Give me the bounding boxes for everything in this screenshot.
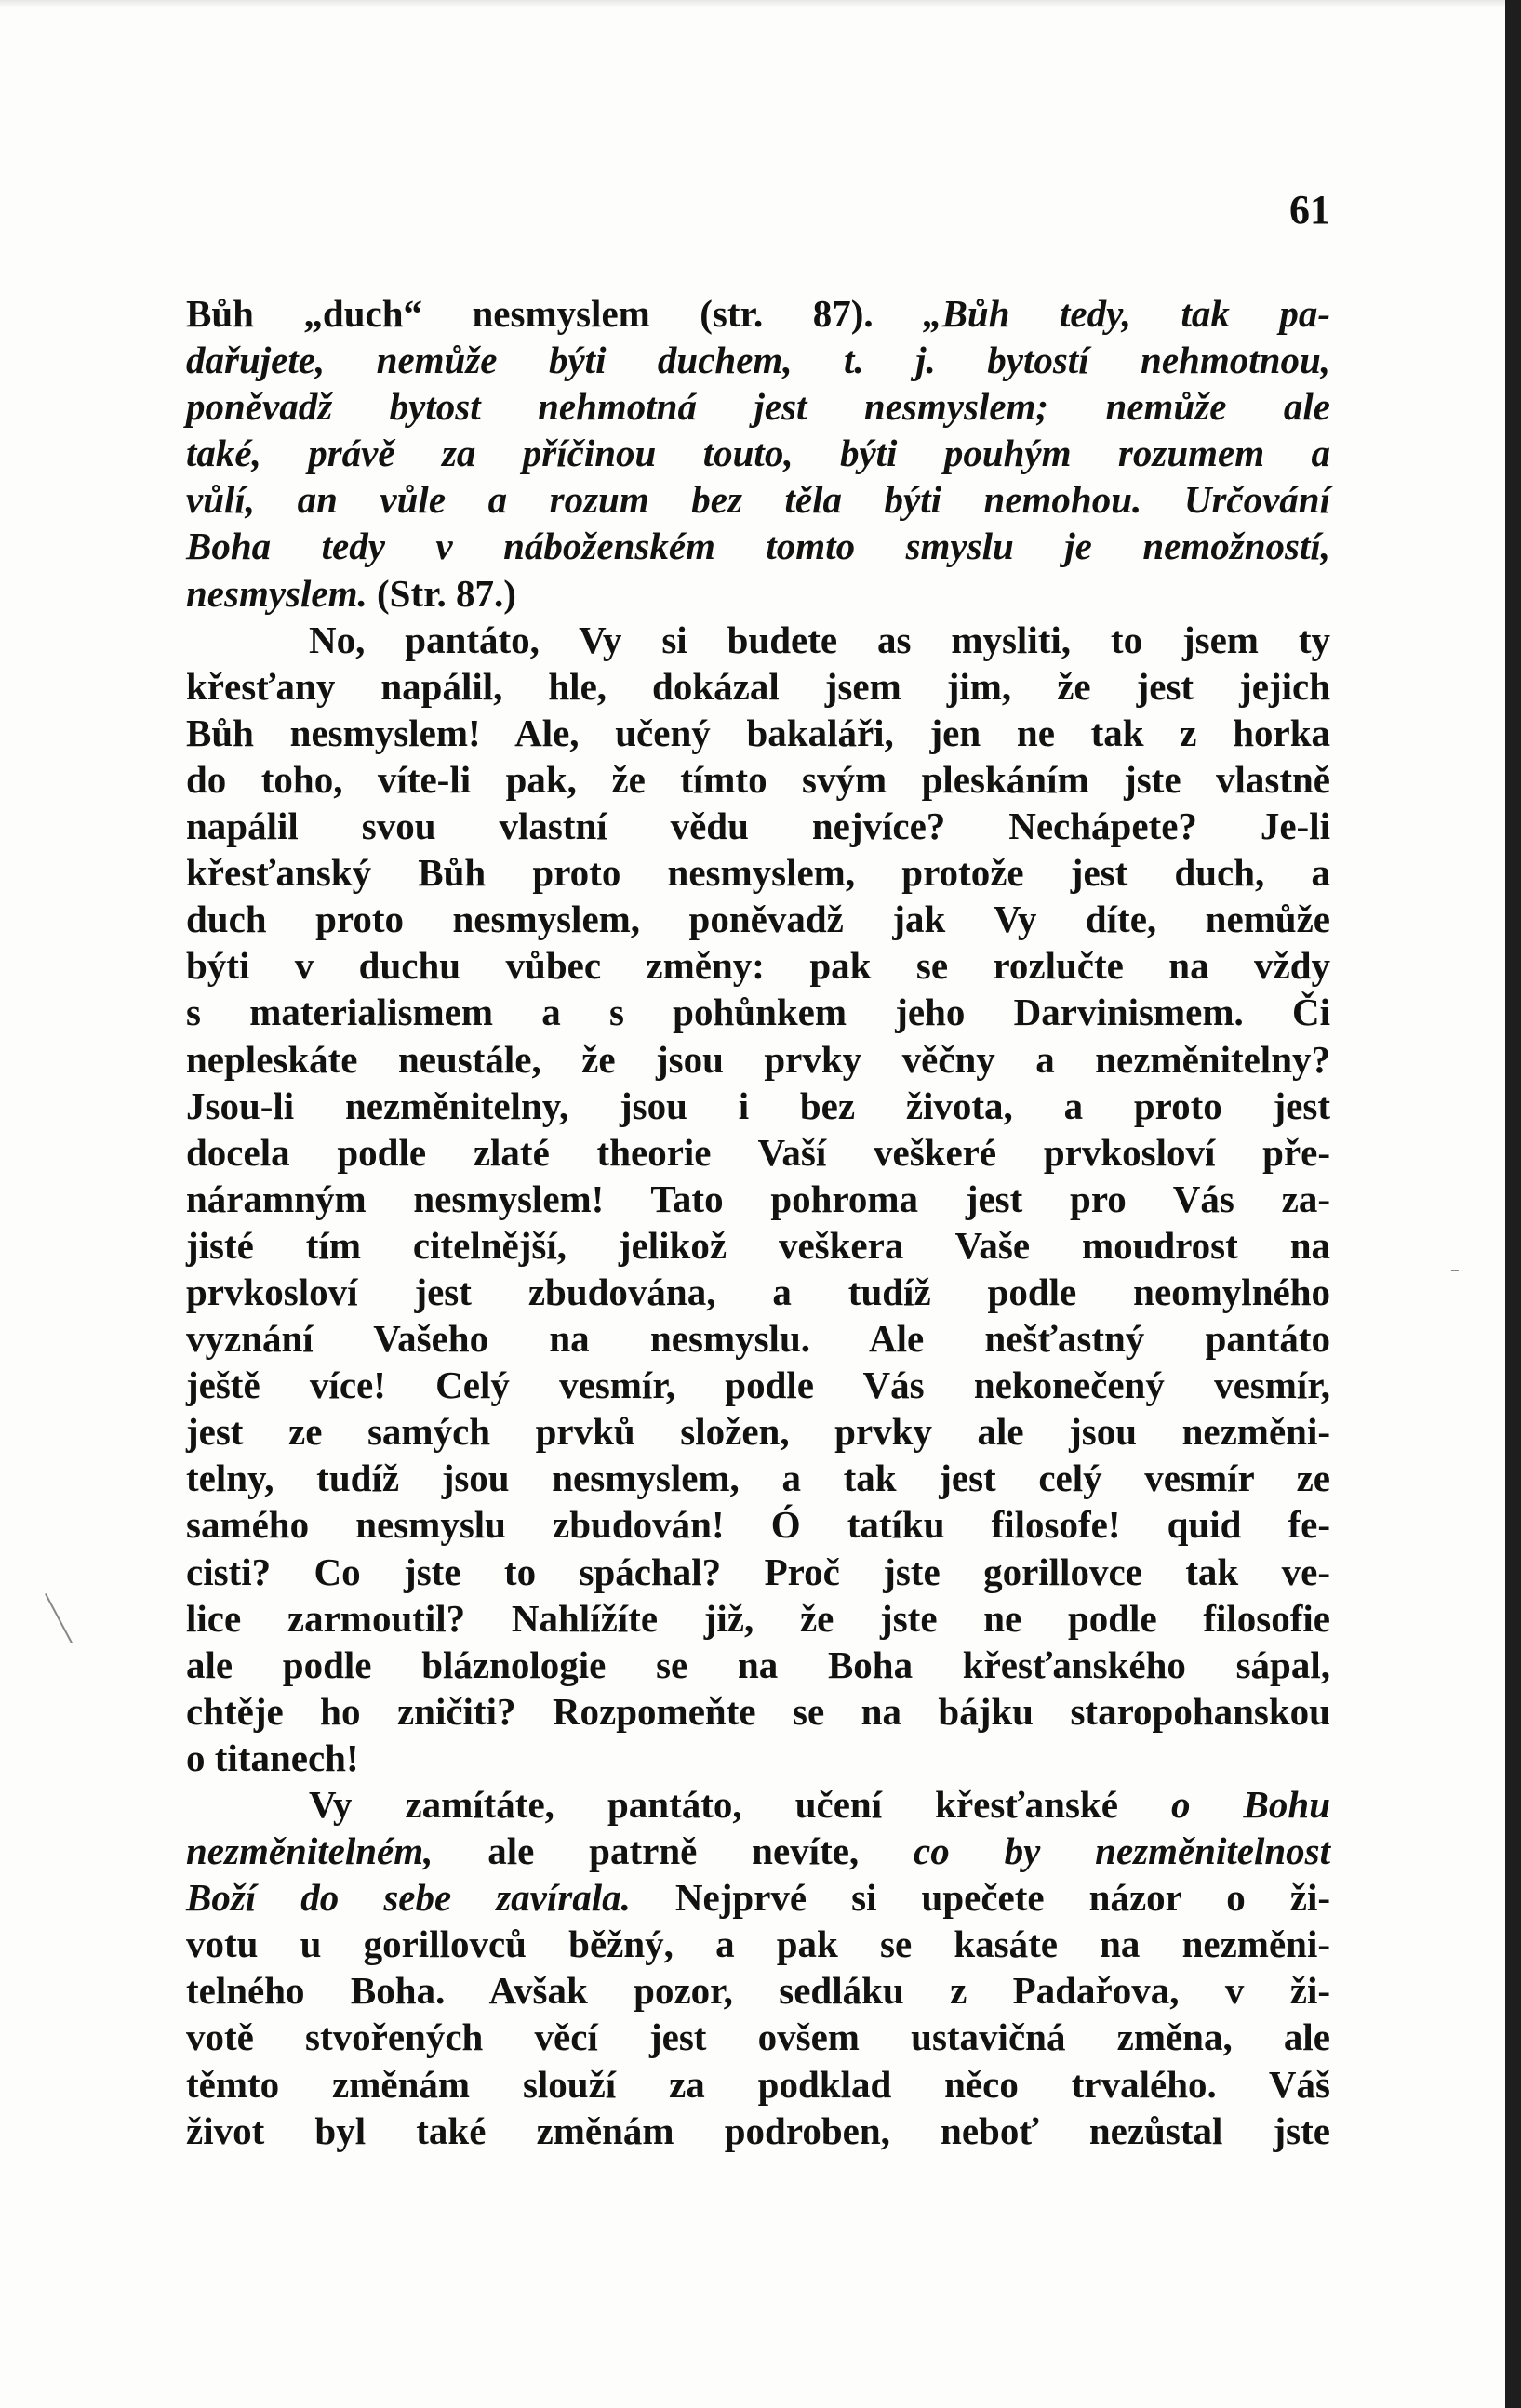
text-line [186, 1921, 1330, 1967]
text-line [186, 942, 1330, 989]
italic-text: nezměnitelném, [186, 1829, 434, 1873]
text-line [186, 2108, 1330, 2154]
text-run: votu u gorillovců běžný, a pak se kasáte na nezměni- [186, 1922, 1330, 1966]
text-line [186, 1315, 1330, 1362]
text-run: ale podle bláznologie se na Boha křesťanského sápal, [186, 1643, 1330, 1686]
text-line [186, 1595, 1330, 1642]
text-line [186, 383, 1330, 430]
text-run: nepleskáte neustále, že jsou prvky věčny a nezměnitelny? [186, 1037, 1330, 1081]
text-run: votě stvořených věcí jest ovšem ustavičná změna, ale [186, 2016, 1330, 2059]
text-run: jisté tím citelnější, jelikož veškera Vaše moudrost na [186, 1223, 1330, 1267]
text-run: o titanech! [186, 1736, 359, 1779]
text-line [186, 663, 1330, 710]
italic-text: vůlí, an vůle a rozum bez těla býti nemohou. Určování [186, 478, 1330, 522]
text-run: ještě více! Celý vesmír, podle Vás nekonečený vesmír, [186, 1364, 1330, 1407]
italic-text: „Bůh tedy, tak pa- [923, 292, 1331, 335]
text-line [186, 1083, 1330, 1129]
italic-text: Boží do sebe zavírala. [186, 1876, 631, 1920]
text-line [186, 570, 1330, 617]
margin-mark [1451, 1270, 1459, 1271]
text-run: Bůh „duch“ nesmyslem (str. 87). [186, 292, 924, 335]
text-run: duch proto nesmyslem, poněvadž jak Vy díte, nemůže [186, 898, 1330, 941]
page-top-edge [0, 0, 1505, 7]
text-line [186, 2014, 1330, 2060]
text-run: napálil svou vlastní vědu nejvíce? Nechápete? Je-li [186, 805, 1330, 848]
italic-text: o Bohu [1170, 1783, 1330, 1826]
text-line [186, 1408, 1330, 1455]
text-line [186, 1176, 1330, 1222]
text-run: (Str. 87.) [367, 571, 516, 615]
text-run: docela podle zlaté theorie Vaší veškeré prvkosloví pře- [186, 1130, 1330, 1174]
italic-text: co by nezměnitelnost [914, 1829, 1331, 1873]
text-run: těmto změnám slouží za podklad něco trvalého. Váš [186, 2062, 1330, 2106]
text-run: jest ze samých prvků složen, prvky ale jsou nezměni- [186, 1410, 1330, 1454]
text-line [186, 430, 1330, 476]
margin-mark [45, 1593, 73, 1643]
text-run: Jsou-li nezměnitelny, jsou i bez života, a proto jest [186, 1084, 1330, 1127]
text-run: Nejprvé si upečete názor o ži- [630, 1876, 1330, 1920]
text-line [186, 1688, 1330, 1735]
text-line [186, 1549, 1330, 1595]
text-line [186, 1828, 1330, 1874]
text-line [186, 1501, 1330, 1548]
text-run: No, pantáto, Vy si budete as mysliti, to jsem ty [309, 618, 1330, 661]
text-line [186, 989, 1330, 1035]
text-line [186, 1129, 1330, 1176]
text-line [186, 523, 1330, 569]
text-run: cisti? Co jste to spáchal? Proč jste gorillovce tak ve- [186, 1550, 1330, 1593]
text-run: Vy zamítáte, pantáto, učení křesťanské [309, 1783, 1171, 1826]
text-run: křesťany napálil, hle, dokázal jsem jim, že jest jejich [186, 664, 1330, 708]
page-number: 61 [1289, 187, 1330, 233]
text-run: křesťanský Bůh proto nesmyslem, protože jest duch, a [186, 851, 1330, 895]
text-run: telného Boha. Avšak pozor, sedláku z Padařova, v ži- [186, 1969, 1330, 2013]
italic-text: poněvadž bytost nehmotná jest nesmyslem; nemůže ale [186, 385, 1330, 429]
text-line [186, 1874, 1330, 1921]
text-run: Bůh nesmyslem! Ale, učený bakaláři, jen ne tak z horka [186, 711, 1330, 754]
text-run: ale patrně nevíte, [433, 1829, 914, 1873]
text-line [186, 1781, 1330, 1828]
text-line [186, 476, 1330, 523]
italic-text: Boha tedy v náboženském tomto smyslu je nemožností, [186, 525, 1330, 568]
text-line [186, 710, 1330, 756]
italic-text: nesmyslem. [186, 571, 367, 615]
text-line [186, 1036, 1330, 1083]
text-line [186, 2061, 1330, 2108]
body-text [186, 290, 1330, 2154]
text-line [186, 1362, 1330, 1408]
text-run: chtěje ho zničiti? Rozpomeňte se na bájku staropohanskou [186, 1689, 1330, 1733]
text-run: samého nesmyslu zbudován! Ó tatíku filosofe! quid fe- [186, 1503, 1330, 1547]
text-run: vyznání Vašeho na nesmyslu. Ale nešťastný pantáto [186, 1317, 1330, 1361]
italic-text: také, právě za příčinou touto, býti pouhým rozumem a [186, 432, 1330, 475]
text-line [186, 1642, 1330, 1688]
italic-text: dařujete, nemůže býti duchem, t. j. bytostí nehmotnou, [186, 339, 1330, 382]
text-run: prvkosloví jest zbudována, a tudíž podle neomylného [186, 1270, 1330, 1313]
text-run: býti v duchu vůbec změny: pak se rozlučte na vždy [186, 944, 1330, 988]
text-line [186, 337, 1330, 383]
text-run: s materialismem a s pohůnkem jeho Darvinismem. Či [186, 991, 1330, 1034]
text-line [186, 1735, 1330, 1781]
text-run: telny, tudíž jsou nesmyslem, a tak jest celý vesmír ze [186, 1457, 1330, 1500]
text-line [186, 617, 1330, 663]
text-run: do toho, víte-li pak, že tímto svým pleskáním jste vlastně [186, 757, 1330, 801]
text-line [186, 290, 1330, 337]
text-line [186, 1967, 1330, 2014]
text-run: náramným nesmyslem! Tato pohroma jest pro Vás za- [186, 1177, 1330, 1220]
text-run: lice zarmoutil? Nahlížíte již, že jste ne podle filosofie [186, 1596, 1330, 1640]
text-line [186, 756, 1330, 803]
text-run: život byl také změnám podroben, neboť nezůstal jste [186, 2109, 1330, 2152]
text-line [186, 803, 1330, 849]
text-line [186, 1455, 1330, 1501]
text-line [186, 896, 1330, 942]
text-line [186, 849, 1330, 896]
text-line [186, 1222, 1330, 1269]
text-line [186, 1269, 1330, 1315]
